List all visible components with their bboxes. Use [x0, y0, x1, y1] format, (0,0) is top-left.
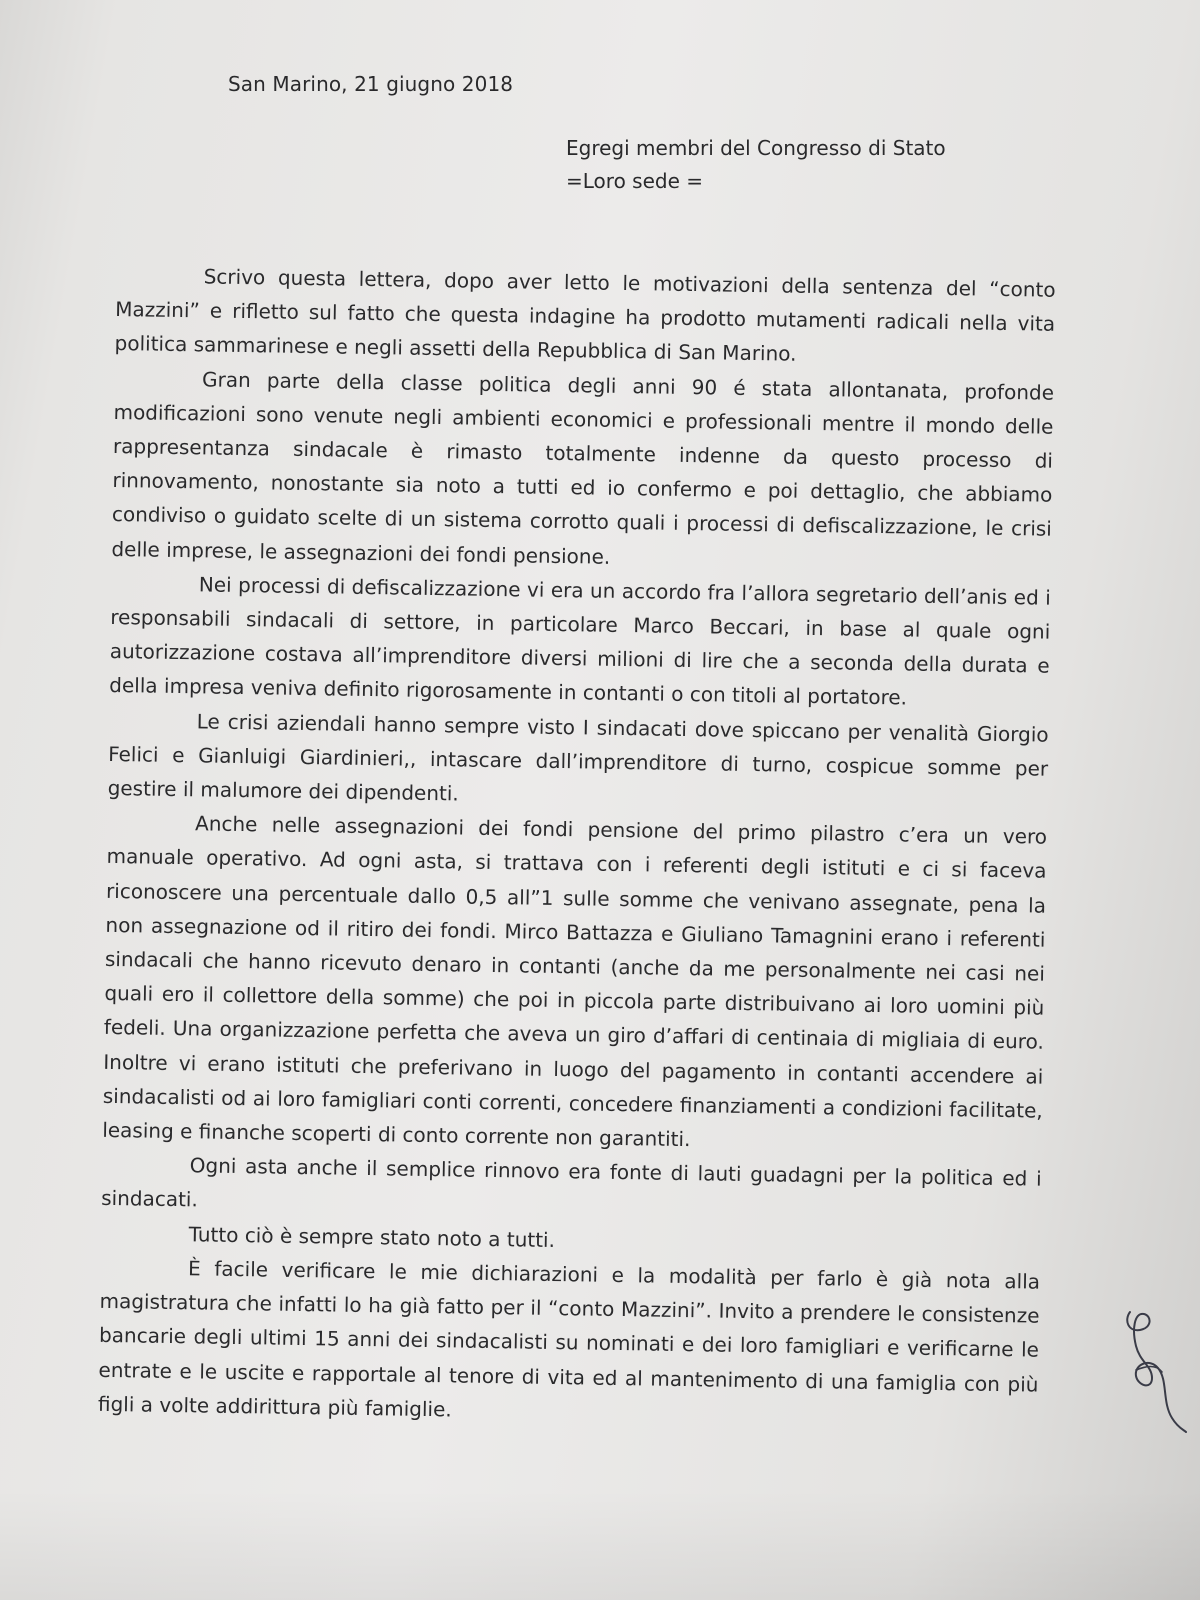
page-shadow	[0, 1490, 1200, 1600]
paragraph-3: Nei processi di defiscalizzazione vi era un accordo fra l’allora segretario dell’anis ed i responsabili sindacali di settore, in particolare Marco Beccari, in base al quale ogni autorizzazione costava all’imprenditore diversi milioni di lire che a seconda della durata e della impresa veniva definito rigorosamente in contanti o con titoli al portatore.	[109, 572, 1051, 710]
addressee-block	[566, 132, 946, 198]
paragraph-6: Ogni asta anche il semplice rinnovo era fonte di lauti guadagni per la politica ed i sindacati.	[101, 1153, 1042, 1212]
paragraph-7: Tutto ciò è sempre stato noto a tutti.	[188, 1221, 556, 1252]
signature-initials	[1122, 1306, 1192, 1436]
addressee-line-1: Egregi membri del Congresso di Stato	[566, 136, 946, 160]
paragraph-1: Scrivo questa lettera, dopo aver letto le motivazioni della sentenza del “conto Mazzini” e rifletto sul fatto che questa indagine ha prodotto mutamenti radicali nella vita politica sammarinese e negli assetti della Repubblica di San Marino.	[114, 264, 1056, 367]
letter-date: San Marino, 21 giugno 2018	[228, 72, 514, 96]
letter-body	[98, 258, 1056, 1436]
addressee-line-2: =Loro sede =	[566, 169, 704, 193]
paragraph-4: Le crisi aziendali hanno sempre visto I sindacati dove spiccano per venalità Giorgio Felici e Gianluigi Giardinieri,, intascare dall’imprenditore di turno, cospicue somme per gestire il malumore dei dipendenti.	[107, 708, 1049, 806]
paragraph-5: Anche nelle assegnazioni dei fondi pensione del primo pilastro c’era un vero manuale operativo. Ad ogni asta, si trattava con i referenti degli istituti e ci si faceva riconoscere una percentuale dallo 0,5 all”1 sulle somme che venivano assegnate, pena la non assegnazione od il ritiro dei fondi. Mirco Battazza e Giuliano Tamagnini erano i referenti sindacali che hanno ricevuto denaro in contanti (anche da me personalmente nei casi nei quali ero il collettore della somme) che poi in piccola parte distribuivano ai loro uomini più fedeli. Una organizzazione perfetta che aveva un giro d’affari di centinaia di migliaia di euro. Inoltre vi erano istituti che preferivano in luogo del pagamento in contanti accendere ai sindacalisti od ai loro famigliari conti correnti, concedere finanziamenti a condizioni facilitate, leasing e finanche scoperti di conto corrente non garantiti.	[102, 811, 1048, 1152]
paragraph-8: È facile verificare le mie dichiarazioni e la modalità per farlo è già nota alla magistratura che infatti lo ha già fatto per il “conto Mazzini”. Invito a prendere le consistenze bancarie degli ultimi 15 anni dei sindacalisti su nominati e dei loro famigliari e verificarne le entrate e le uscite e rapportale al tenore di vita ed al mantenimento di una famiglia con più figli a volte addirittura più famiglie.	[97, 1256, 1041, 1422]
paragraph-2: Gran parte della classe politica degli anni 90 é stata allontanata, profonde modificazioni sono venute negli ambienti economici e professionali mentre il mondo delle rappresentanza sindacale è rimasto totalmente indenne da questo processo di rinnovamento, nonostante sia noto a tutti ed io confermo e poi dettaglio, che abbiamo condiviso o guidato scelte di un sistema corrotto quali i processi di defiscalizzazione, le crisi delle imprese, le assegnazioni dei fondi pensione.	[111, 366, 1055, 569]
